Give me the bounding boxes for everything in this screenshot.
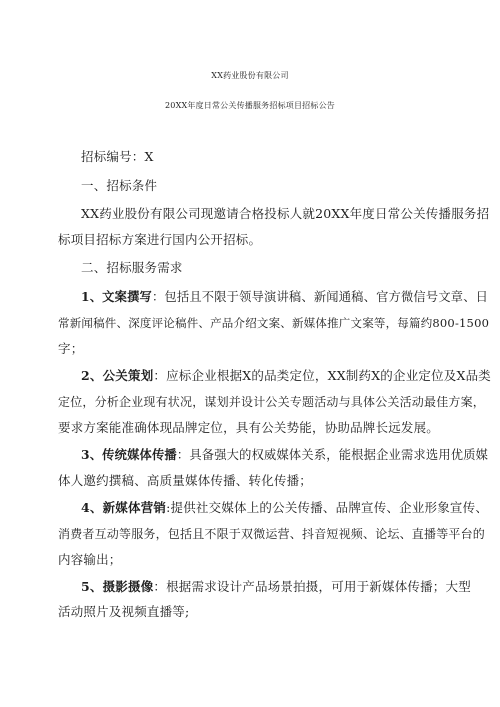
item-3-line-2: 体人邀约撰稿、高质量媒体传播、转化传播；: [58, 473, 313, 488]
item-3-text: ：具备强大的权威媒体关系，能根据企业需求选用优质媒: [176, 448, 489, 462]
item-4-text: :提供社交媒体上的公关传播、品牌宣传、企业形象宣传、: [166, 500, 489, 515]
item-1-text: ：包括且不限于领导演讲稿、新闻通稿、官方微信号文章、日: [151, 290, 489, 304]
tender-number: [81, 149, 154, 165]
item-4-line-1: [81, 500, 488, 516]
item-5-line-1: [81, 579, 471, 595]
item-1-line-3: 字；: [58, 341, 84, 356]
item-5-lead: 5、摄影摄像: [81, 579, 154, 594]
item-4-line-3: 内容输出；: [58, 552, 122, 567]
item-4-lead: 4、新媒体营销: [81, 500, 167, 515]
item-3-lead: 3、传统媒体传播: [81, 447, 177, 462]
item-5-text: ：根据需求设计产品场景拍摄，可用于新媒体传播；大型: [153, 579, 471, 594]
section-1-heading: 一、招标条件: [81, 178, 158, 193]
item-2-line-1: [81, 368, 491, 384]
item-3-line-1: [81, 447, 488, 463]
company-title: XX药业股份有限公司: [211, 71, 289, 80]
section-2-heading: 二、招标服务需求: [81, 260, 183, 275]
item-1-lead: 1、文案撰写: [81, 289, 152, 304]
announcement-title: 20XX年度日常公关传播服务招标项目招标公告: [165, 101, 335, 110]
section-1-line-1: XX药业股份有限公司现邀请合格投标人就20XX年度日常公关传播服务招: [81, 206, 490, 221]
item-5-line-2: 活动照片及视频直播等;: [58, 604, 190, 619]
item-2-line-2: 定位，分析企业现有状况，谋划并设计公关专题活动与具体公关活动最佳方案，: [58, 395, 486, 409]
tender-number-value: X: [144, 149, 154, 164]
section-1-line-2: 标项目招标方案进行国内公开招标。: [58, 232, 262, 247]
item-2-line-3: 要求方案能准确体现品牌定位，具有公关势能，协助品牌长远发展。: [58, 420, 440, 435]
item-4-line-2: 消费者互动等服务，包括且不限于双微运营、抖音短视频、论坛、直播等平台的: [58, 527, 486, 541]
item-2-lead: 2、公关策划: [81, 368, 154, 383]
tender-number-label: 招标编号：: [81, 149, 145, 164]
item-2-text: ：应标企业根据X的品类定位，XX制药X的企业定位及X品类: [153, 368, 492, 383]
item-1-line-1: [81, 289, 488, 305]
item-1-line-2: 常新闻稿件、深度评论稿件、产品介绍文案、新媒体推广文案等，每篇约800-1500: [58, 316, 490, 330]
